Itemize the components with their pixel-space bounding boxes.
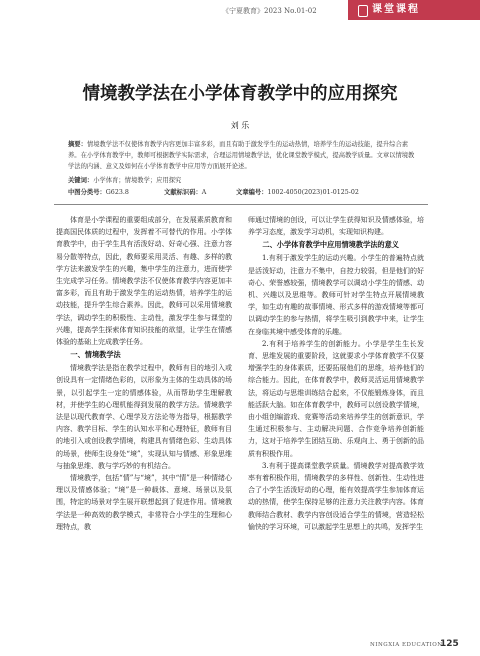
clc-value: G623.8	[105, 189, 129, 196]
paragraph: 3.有利于提高课堂教学质量。情境教学对提高教学效率有着积极作用，情境教学的多样性、创新性、生动性进合了小学生活泼好动的心理，能有效提高学生参加体育运动的热情，使学生保持足够的注意力关注教学内容。体育教师结合教材、教学内容创设适合学生的情境，营造轻松愉快的学习环境，可以激起学生思想上的共鸣，发挥学生	[248, 461, 424, 531]
header-divider	[54, 204, 428, 205]
keywords	[68, 175, 416, 186]
section-heading: 二、小学体育教学中应用情境教学法的意义	[262, 240, 399, 250]
author: 刘 乐	[230, 121, 250, 130]
section-heading: 一、情境教学法	[70, 350, 121, 360]
abstract-text: 情境教学法不仅使体育教学内容更加丰富多彩，而且有助于激发学生的运动热情，培养学生的运动技能，提升综合素养。在小学体育教学中，教师可根据教学实际需求，合理运用情境教学法，优化课堂教学模式，提高教学质量。文章以情境教学法的内涵、意义及如何在小学体育教学中应用等方面展开论述。	[68, 141, 415, 170]
keywords-text: 小学体育；情境教学；应用探究	[93, 177, 182, 184]
clc-label: 中图分类号：	[68, 189, 106, 196]
keywords-label: 关键词：	[68, 177, 94, 184]
paragraph: 师通过情境的创设，可以让学生获得知识及情感体验，培养学习态度，激发学习动机，实现知识构建。	[248, 216, 424, 237]
section-tab: 课堂课程	[348, 0, 480, 20]
body-column-left	[56, 214, 232, 624]
paragraph: 1.有利于激发学生的运动兴趣。小学生的普遍特点就是活泼好动，注意力不集中，自控力较弱，但是他们的好奇心、荣誉感较强，情境教学可以调动小学生的情感、动机、兴趣以及思维等。教师可针对学生特点开展情境教学，如生动有趣的故事情境、形式多样的游戏情境等都可以调动学生的参与热情，将学生吸引到教学中来，让学生在身临其境中感受体育的乐趣。	[248, 254, 424, 336]
abstract	[68, 139, 416, 172]
paragraph: 体育是小学课程的重要组成部分，在发展素质教育和提高国民体质的过程中，发挥着不可替代的作用。小学体育教学中，由于学生具有活泼好动、好奇心强、注意力容易分散等特点，因此，教师要采用灵活、有趣、多样的教学方法来激发学生的兴趣，集中学生的注意力，进而使学生完成学习任务。情境教学法不仅使体育教学内容更加丰富多彩，而且有助于激发学生的运动热情，培养学生的运动技能，提升学生综合素养。因此，教师可以采用情境教学法，调动学生的积极性、主动性，激发学生参与课堂的兴趣，提高学生探索体育知识技能的欲望，让学生在情感体验的基础上完成教学任务。	[56, 216, 232, 347]
paragraph: 情境教学，包括“情”与“境”，其中“情”是一种情绪心理以及情感体验；“境”是一种载体、意境、场景以及氛围，特定的场景对学生展开联想起到了促进作用。情境教学法是一种高效的教学模式，非常符合小学生的生理和心理特点，教	[56, 474, 232, 531]
doc-label: 文献标识码：	[164, 189, 202, 196]
article-no-label: 文章编号：	[236, 189, 268, 196]
page-number: 125	[440, 639, 459, 649]
abstract-label: 摘要：	[68, 141, 87, 148]
paragraph: 2.有利于培养学生的创新能力。小学是学生生长发育、思维发展的重要阶段，这就要求小学体育教学不仅要增强学生的身体素质，还要拓展他们的思维，培养他们的综合能力。因此，在体育教学中，教师灵活运用情境教学法，将运动与思维训练结合起来，不仅能锻炼身体，而且能活跃大脑。如在体育教学中，教师可以创设教学情境，由小组创编游戏、竞赛等活动来培养学生的创新意识，学生通过积极参与、主动解决问题、合作竞争培养创新能力，这对于培养学生团结互助、乐观向上、勇于创新的品质有积极作用。	[248, 339, 424, 458]
journal-issue: 《宁夏教育》2023 No.01-02	[222, 7, 317, 15]
article-title: 情境教学法在小学体育教学中的应用探究	[82, 84, 398, 104]
classification-line	[68, 187, 416, 198]
doc-value: A	[201, 189, 207, 196]
body-column-right	[248, 214, 424, 624]
paragraph: 情境教学法是指在教学过程中，教师有目的地引入或创设具有一定情绪色彩的，以形象为主体的生动具体的场景，以引起学生一定的情感体验，从而帮助学生理解教材，并使学生的心理机能得到发展的教学方法。情境教学法是以现代教育学、心理学及方法论等为指导，根据教学内容、教学目标、学生的认知水平和心理特征，教师有目的地引入或创设教学情境，构建具有情绪色彩、生动具体的场景，使师生设身处“境”，实现认知与情感、形象思维与抽象思维、教与学巧妙的有机结合。	[56, 364, 232, 470]
footer-journal: NINGXIA EDUCATION	[370, 642, 443, 648]
article-no-value: 1002-4050(2023)01-0125-02	[267, 189, 359, 196]
